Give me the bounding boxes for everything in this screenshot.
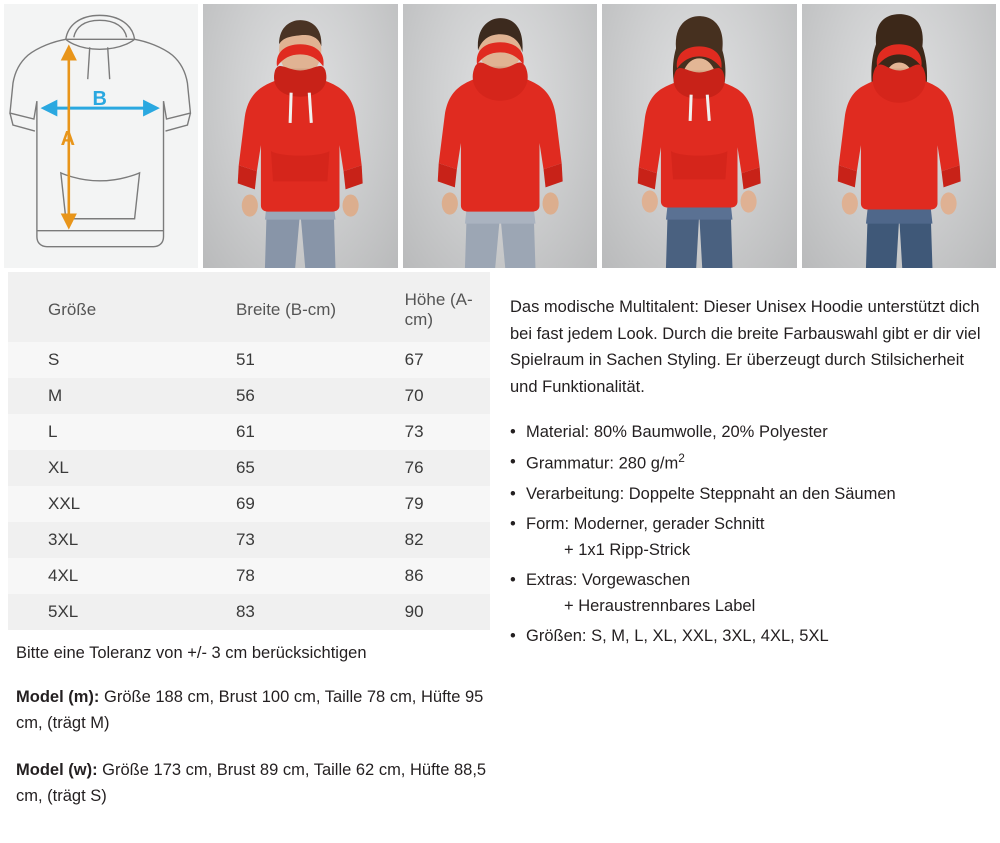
tolerance-note: Bitte eine Toleranz von +/- 3 cm berücksichtigen [16, 644, 367, 662]
female-model-back-image [802, 4, 996, 268]
feature-text: Grammatur: 280 g/m [526, 454, 679, 473]
model-male-info [16, 685, 490, 736]
cell-height: 90 [404, 602, 424, 621]
feature-text: Material: 80% Baumwolle, 20% Polyester [526, 422, 828, 441]
feature-text: Form: Moderner, gerader Schnitt [526, 514, 765, 533]
size-table [8, 272, 490, 630]
product-photo-male-front[interactable] [203, 4, 397, 268]
table-row [8, 594, 490, 630]
table-row [8, 558, 490, 594]
size-table-header-height: Höhe (A-cm) [404, 290, 473, 329]
feature-list [510, 419, 990, 649]
table-row [8, 342, 490, 378]
cell-size: 3XL [48, 530, 79, 549]
feature-subtext: + 1x1 Ripp-Strick [564, 540, 691, 559]
model-male-text: Größe 188 cm, Brust 100 cm, Taille 78 cm, Hüfte 95 cm, (trägt M) [16, 688, 484, 732]
table-row [8, 450, 490, 486]
cell-width: 61 [235, 422, 255, 441]
table-row [8, 414, 490, 450]
cell-size: S [48, 350, 60, 369]
feature-text: Größen: S, M, L, XL, XXL, 3XL, 4XL, 5XL [526, 626, 829, 645]
cell-width: 65 [235, 458, 255, 477]
cell-size: L [48, 422, 58, 441]
list-item [510, 449, 990, 477]
model-male-label: Model (m): [16, 688, 100, 706]
female-model-front-image [602, 4, 796, 268]
technical-drawing-icon [4, 4, 198, 268]
cell-size: XL [48, 458, 69, 477]
cell-height: 76 [404, 458, 424, 477]
size-column [0, 272, 500, 809]
table-row [8, 522, 490, 558]
table-row [8, 378, 490, 414]
model-female-info [16, 758, 490, 809]
cell-size: XXL [48, 494, 81, 513]
product-info-area [0, 272, 1000, 809]
list-item [510, 511, 990, 563]
cell-height: 73 [404, 422, 424, 441]
male-model-front-image [203, 4, 397, 268]
table-row [8, 486, 490, 522]
feature-subtext: + Heraustrennbares Label [564, 596, 756, 615]
product-image-strip [0, 0, 1000, 268]
cell-size: 4XL [48, 566, 79, 585]
model-female-label: Model (w): [16, 761, 98, 780]
cell-size: M [48, 386, 63, 405]
cell-width: 69 [235, 494, 255, 513]
product-photo-male-back[interactable] [403, 4, 597, 268]
product-photo-female-front[interactable] [602, 4, 796, 268]
size-table-header-width: Breite (B-cm) [235, 300, 337, 319]
cell-width: 78 [235, 566, 255, 585]
cell-width: 56 [235, 386, 255, 405]
size-table-header-row [8, 272, 490, 342]
description-column [500, 272, 1000, 809]
cell-height: 82 [404, 530, 424, 549]
list-item [510, 419, 990, 445]
feature-superscript: 2 [678, 450, 685, 465]
feature-text: Extras: Vorgewaschen [526, 570, 691, 589]
cell-width: 83 [235, 602, 255, 621]
cell-width: 73 [235, 530, 255, 549]
list-item [510, 623, 990, 649]
cell-height: 70 [404, 386, 424, 405]
product-photo-female-back[interactable] [802, 4, 996, 268]
male-model-back-image [403, 4, 597, 268]
feature-text: Verarbeitung: Doppelte Steppnaht an den Säumen [526, 484, 896, 503]
cell-height: 67 [404, 350, 424, 369]
cell-height: 86 [404, 566, 424, 585]
list-item [510, 567, 990, 619]
list-item [510, 481, 990, 507]
product-description: Das modische Multitalent: Dieser Unisex Hoodie unterstützt dich bei fast jedem Look. Durch die breite Farbauswahl gibt er dir viel Spielraum in Sachen Styling. Er überzeugt durch Stilsicherheit und Funktionalität. [510, 298, 981, 397]
cell-height: 79 [404, 494, 424, 513]
svg-text:B: B [92, 88, 107, 111]
product-photo-technical-drawing[interactable] [4, 4, 198, 268]
model-female-text: Größe 173 cm, Brust 89 cm, Taille 62 cm, Hüfte 88,5 cm, (trägt S) [16, 761, 487, 805]
cell-width: 51 [235, 350, 255, 369]
size-table-header-size: Größe [48, 300, 97, 319]
svg-text:A: A [60, 127, 76, 150]
cell-size: 5XL [48, 602, 79, 621]
